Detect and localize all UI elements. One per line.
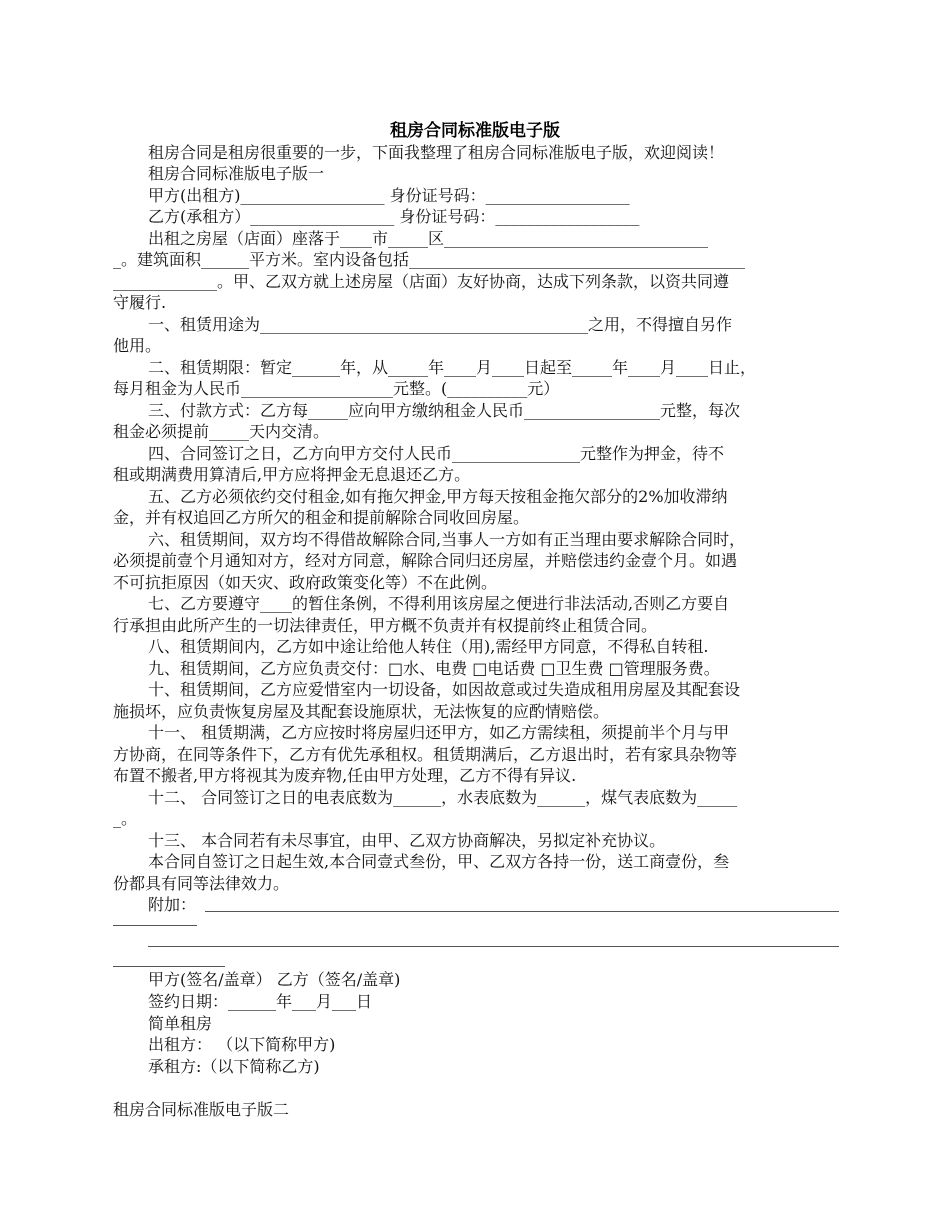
clause-1-cont: 他用。 [113,336,162,355]
appendix-blank-line [205,911,839,912]
appendix-label: 附加： [148,895,197,914]
clause-9: 九、租赁期间，乙方应负责交付：□水、电费 □电话费 □卫生费 □管理服务费。 [148,659,720,678]
clause-2: 二、租赁期限：暂定______年，从_____年____月____日起至_____年____月____日止， [148,358,757,377]
clause-6-cont-2: 不可抗拒原因（如天灾、政府政策变化等）不在此例。 [113,573,498,592]
landlord-line: 甲方(出租方)__________________ 身份证号码：__________________ [148,186,630,205]
clause-11-cont-2: 布置不搬者,甲方将视其为废弃物,任由甲方处理，乙方不得有异议. [113,766,577,785]
simple-rental-heading: 简单租房 [148,1014,213,1033]
appendix-blank-line [113,966,225,967]
appendix-blank-line [148,946,839,947]
clause-12: 十二、 合同签订之日的电表底数为______，水表底数为______，煤气表底数为_____ [148,788,738,807]
property-location-line: 出租之房屋（店面）座落于____市_____区_________________________________ [148,229,709,248]
clause-10: 十、租赁期间，乙方应爱惜室内一切设备，如因故意或过失造成租用房屋及其配套设 [148,680,741,699]
effective-clause: 本合同自签订之日起生效,本合同壹式叁份，甲、乙双方各持一份，送工商壹份，叁 [148,852,730,871]
clause-4-cont: 租或期满费用算清后,甲方应将押金无息退还乙方。 [113,465,471,484]
clause-1: 一、租赁用途为_________________________________________之用，不得擅自另作 [148,315,733,334]
clause-5: 五、乙方必须依约交付租金,如有拖欠押金,甲方每天按租金拖欠部分的2%加收滞纳 [148,487,728,506]
clause-3: 三、付款方式：乙方每_____应向甲方缴纳租金人民币_________________元整，每次 [148,401,741,420]
signature-line: 甲方(签名/盖章） 乙方（签名/盖章) [148,970,401,989]
document-title: 租房合同标准版电子版 [390,121,560,141]
clause-10-cont: 施损坏，应负责恢复房屋及其配套设施原状，无法恢复的应酌情赔偿。 [113,702,610,721]
lessor-line: 出租方： （以下简称甲方) [148,1035,336,1054]
section-heading-one: 租房合同标准版电子版一 [148,164,325,183]
clause-8: 八、租赁期间内，乙方如中途让给他人转住（用),需经甲方同意，不得私自转租. [148,637,709,656]
intro-paragraph: 租房合同是租房很重要的一步，下面我整理了租房合同标准版电子版，欢迎阅读！ [148,143,725,162]
clause-7-cont: 行承担由此所产生的一切法律责任，甲方概不负责并有权提前终止租赁合同。 [113,616,658,635]
clause-3-cont: 租金必须提前_____天内交清。 [113,422,330,441]
clause-5-cont: 金，并有权追回乙方所欠的租金和提前解除合同收回房屋。 [113,508,530,527]
clause-13: 十三、 本合同若有未尽事宜，由甲、乙双方协商解决，另拟定补充协议。 [148,831,666,850]
lessee-line: 承租方:（以下简称乙方) [148,1057,320,1076]
section-heading-two: 租房合同标准版电子版二 [113,1100,290,1119]
clause-7: 七、乙方要遵守____的暂住条例，不得利用该房屋之便进行非法活动,否则乙方要自 [148,594,730,613]
tenant-line: 乙方(承租方）__________________ 身份证号码：__________________ [148,207,640,226]
clause-12-cont: _。 [113,809,138,828]
appendix-blank-line [113,925,197,926]
clause-4: 四、合同签订之日，乙方向甲方交付人民币________________元整作为押金，待不 [148,444,725,463]
property-area-line: _。建筑面积______平方米。室内设备包括__________________________________________ [113,250,746,269]
clause-11: 十一、 租赁期满，乙方应按时将房屋归还甲方，如乙方需续租，须提前半个月与甲 [148,723,730,742]
clause-11-cont: 方协商，在同等条件下，乙方有优先承租权。租赁期满后，乙方退出时，若有家具杂物等 [113,745,738,764]
agreement-line-end: 守履行. [113,293,167,312]
agreement-line: _____________。甲、乙双方就上述房屋（店面）友好协商，达成下列条款，以资共同遵 [113,272,730,291]
clause-6-cont: 必须提前壹个月通知对方，经对方同意，解除合同归还房屋，并赔偿违约金壹个月。如遇 [113,551,738,570]
effective-clause-cont: 份都具有同等法律效力。 [113,874,290,893]
clause-6: 六、租赁期间，双方均不得借故解除合同,当事人一方如有正当理由要求解除合同时， [148,530,746,549]
clause-2-cont: 每月租金为人民币___________________元整。(__________元） [113,379,560,398]
signing-date-line: 签约日期：______年___月___日 [148,992,373,1011]
